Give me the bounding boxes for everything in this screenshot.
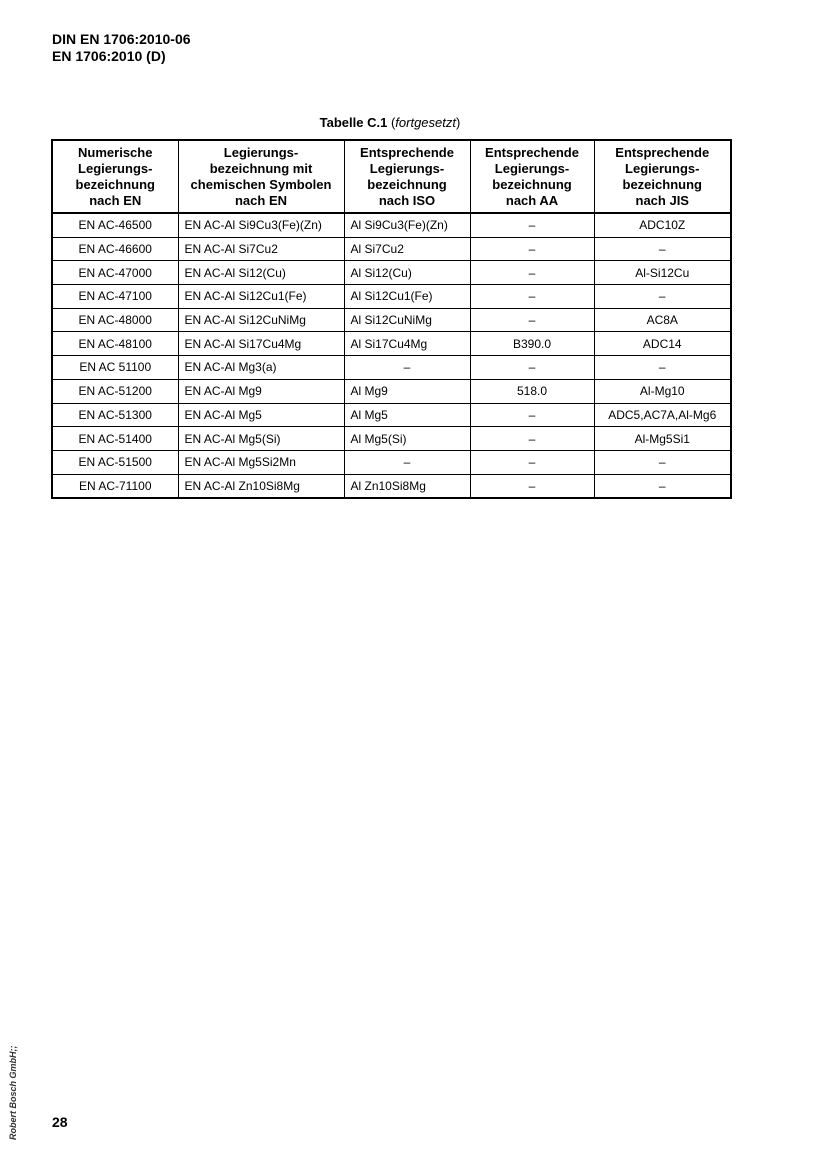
table-cell: EN AC-48100: [52, 332, 178, 356]
table-row: [52, 403, 731, 427]
table-cell: –: [470, 237, 594, 261]
column-header: Legierungs- bezeichnung mit chemischen Symbolen nach EN: [178, 140, 344, 213]
table-cell: EN AC-Al Mg3(a): [178, 356, 344, 380]
table-cell: B390.0: [470, 332, 594, 356]
table-row: [52, 285, 731, 309]
table-row: [52, 332, 731, 356]
table-cell: AC8A: [594, 308, 731, 332]
table-cell: Al Mg9: [344, 379, 470, 403]
table-cell: –: [470, 450, 594, 474]
table-caption-label: Tabelle C.1: [319, 115, 388, 130]
table-cell: ADC5,AC7A,Al-Mg6: [594, 403, 731, 427]
table-cell: EN AC-Al Si9Cu3(Fe)(Zn): [178, 213, 344, 237]
table-row: [52, 308, 731, 332]
table-cell: ADC14: [594, 332, 731, 356]
caption-close-paren: ): [456, 115, 461, 130]
table-cell: EN AC-71100: [52, 474, 178, 498]
table-cell: Al Zn10Si8Mg: [344, 474, 470, 498]
table-cell: Al Si12(Cu): [344, 261, 470, 285]
table-row: [52, 261, 731, 285]
table-cell: Al Mg5: [344, 403, 470, 427]
standard-edition: EN 1706:2010 (D): [52, 48, 166, 64]
table-cell: EN AC-Al Si12Cu1(Fe): [178, 285, 344, 309]
document-header: [52, 31, 191, 65]
table-cell: Al Si12CuNiMg: [344, 308, 470, 332]
table-cell: EN AC-51500: [52, 450, 178, 474]
table-cell: –: [594, 450, 731, 474]
table-cell: EN AC-48000: [52, 308, 178, 332]
table-cell: EN AC-Al Si12(Cu): [178, 261, 344, 285]
table-cell: Al Si17Cu4Mg: [344, 332, 470, 356]
table-cell: EN AC-Al Mg5(Si): [178, 427, 344, 451]
table-cell: –: [594, 237, 731, 261]
table-cell: Al Si9Cu3(Fe)(Zn): [344, 213, 470, 237]
standard-id: DIN EN 1706:2010-06: [52, 31, 191, 47]
table-caption: [0, 115, 780, 130]
table-cell: EN AC-51400: [52, 427, 178, 451]
table-cell: Al-Si12Cu: [594, 261, 731, 285]
table-cell: –: [344, 450, 470, 474]
table-cell: EN AC-Al Mg5Si2Mn: [178, 450, 344, 474]
table-cell: Al Si12Cu1(Fe): [344, 285, 470, 309]
table-cell: EN AC-51200: [52, 379, 178, 403]
table-cell: EN AC-Al Si12CuNiMg: [178, 308, 344, 332]
table-cell: –: [344, 356, 470, 380]
table-cell: EN AC-46500: [52, 213, 178, 237]
table-body: [52, 213, 731, 498]
table-cell: –: [594, 285, 731, 309]
table-cell: EN AC-Al Mg9: [178, 379, 344, 403]
table-cell: EN AC-46600: [52, 237, 178, 261]
table-row: [52, 450, 731, 474]
table-cell: Al-Mg10: [594, 379, 731, 403]
table-cell: –: [594, 356, 731, 380]
table-row: [52, 474, 731, 498]
table-cell: ADC10Z: [594, 213, 731, 237]
table-row: [52, 237, 731, 261]
table-cell: 518.0: [470, 379, 594, 403]
table-cell: Al-Mg5Si1: [594, 427, 731, 451]
side-watermark-text: Robert Bosch GmbH;;: [8, 1045, 18, 1140]
table-cell: Al Si7Cu2: [344, 237, 470, 261]
caption-open-paren: (: [387, 115, 396, 130]
table-row: [52, 356, 731, 380]
table-cell: –: [470, 285, 594, 309]
table-cell: –: [470, 261, 594, 285]
table-cell: EN AC-Al Mg5: [178, 403, 344, 427]
table-cell: EN AC-Al Si17Cu4Mg: [178, 332, 344, 356]
table-cell: Al Mg5(Si): [344, 427, 470, 451]
table-cell: –: [470, 427, 594, 451]
table-cell: –: [470, 403, 594, 427]
table-row: [52, 213, 731, 237]
table-row: [52, 379, 731, 403]
table-row: [52, 427, 731, 451]
table-cell: EN AC-47100: [52, 285, 178, 309]
table-caption-note: fortgesetzt: [395, 115, 456, 130]
column-header: Numerische Legierungs- bezeichnung nach EN: [52, 140, 178, 213]
column-header: Entsprechende Legierungs- bezeichnung nach ISO: [344, 140, 470, 213]
column-header: Entsprechende Legierungs- bezeichnung nach JIS: [594, 140, 731, 213]
column-header: Entsprechende Legierungs- bezeichnung nach AA: [470, 140, 594, 213]
page-number: 28: [52, 1114, 68, 1130]
table-header-row: [52, 140, 731, 213]
table-cell: EN AC-47000: [52, 261, 178, 285]
table-cell: –: [470, 308, 594, 332]
alloy-designation-table: [51, 139, 732, 499]
table-cell: –: [470, 213, 594, 237]
table-cell: –: [470, 356, 594, 380]
table-cell: EN AC-Al Zn10Si8Mg: [178, 474, 344, 498]
table-cell: EN AC-Al Si7Cu2: [178, 237, 344, 261]
table-cell: –: [594, 474, 731, 498]
table-cell: –: [470, 474, 594, 498]
table-cell: EN AC 51100: [52, 356, 178, 380]
table-cell: EN AC-51300: [52, 403, 178, 427]
